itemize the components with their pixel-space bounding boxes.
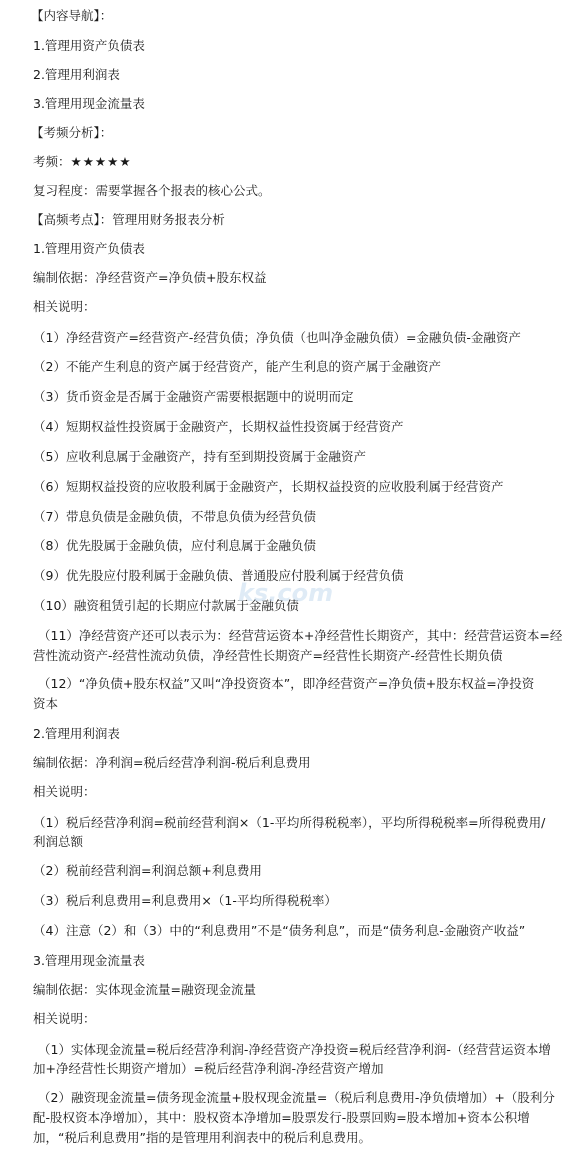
note-item-continued: 营性流动资产-经营性流动负债，净经营性长期资产=经营性长期资产-经营性长期负债 [33, 648, 503, 663]
note-item: （1）净经营资产=经营资产-经营负债；净负债（也叫净金融负债）=金融负债-金融资产 [33, 330, 521, 345]
note-item: （3）税后利息费用=利息费用×（1-平均所得税税率） [33, 893, 337, 908]
note-item: （11）净经营资产还可以表示为：经营营运资本+净经营性长期资产，其中：经营营运资本=经 [38, 628, 563, 643]
note-item: （5）应收利息属于金融资产，持有至到期投资属于金融资产 [33, 449, 366, 464]
note-item-continued: 加，“税后利息费用”指的是管理用利润表中的税后利息费用。 [33, 1130, 371, 1145]
section-3-notes-label: 相关说明： [33, 1011, 96, 1026]
review-level: 复习程度：需要掌握各个报表的核心公式。 [33, 183, 271, 198]
note-item-continued: 加+净经营性长期资产增加）=税后经营净利润-净经营资产增加 [33, 1061, 384, 1076]
note-item: （2）税前经营利润=利润总额+利息费用 [33, 863, 262, 878]
note-item: （12）“净负债+股东权益”又叫“净投资资本”，即净经营资产=净负债+股东权益=净投资 [38, 676, 535, 691]
frequency-label: 考频： [33, 154, 71, 169]
nav-item: 1.管理用资产负债表 [33, 38, 145, 53]
section-3-title: 3.管理用现金流量表 [33, 953, 145, 968]
note-item: （1）实体现金流量=税后经营净利润-净经营资产净投资=税后经营净利润-（经营营运资本增 [38, 1042, 551, 1057]
key-points-heading: 【高频考点】：管理用财务报表分析 [31, 212, 225, 227]
note-item-continued: 配-股权资本净增加），其中：股权资本净增加=股票发行-股票回购=股本增加+资本公积增 [33, 1110, 530, 1125]
nav-item: 2.管理用利润表 [33, 67, 120, 82]
note-item: （6）短期权益投资的应收股利属于金融资产，长期权益投资的应收股利属于经营资产 [33, 479, 504, 494]
note-item: （7）带息负债是金融负债，不带息负债为经营负债 [33, 509, 316, 524]
frequency-line [33, 154, 132, 170]
watermark-logo: ks.com [238, 579, 334, 607]
note-item-continued: 资本 [33, 696, 59, 711]
note-item: （3）货币资金是否属于金融资产需要根据题中的说明而定 [33, 389, 354, 404]
analysis-heading: 【考频分析】： [31, 125, 113, 140]
nav-heading: 【内容导航】： [31, 8, 113, 23]
note-item: （1）税后经营净利润=税前经营利润×（1-平均所得税税率），平均所得税税率=所得税费用/ [33, 815, 546, 830]
section-2-title: 2.管理用利润表 [33, 726, 120, 741]
note-item: （2）融资现金流量=债务现金流量+股权现金流量=（税后利息费用-净负债增加）+（股利分 [38, 1090, 555, 1105]
note-item: （4）注意（2）和（3）中的“利息费用”不是“债务利息”，而是“债务利息-金融资产收益” [33, 923, 526, 938]
note-item: （9）优先股应付股利属于金融负债、普通股应付股利属于经营负债 [33, 568, 404, 583]
nav-item: 3.管理用现金流量表 [33, 96, 145, 111]
note-item: （10）融资租赁引起的长期应付款属于金融负债 [33, 598, 299, 613]
note-item-continued: 利润总额 [33, 834, 84, 849]
note-item: （4）短期权益性投资属于金融资产，长期权益性投资属于经营资产 [33, 419, 404, 434]
section-1-notes-label: 相关说明： [33, 299, 96, 314]
section-1-title: 1.管理用资产负债表 [33, 241, 145, 256]
note-item: （8）优先股属于金融负债，应付利息属于金融负债 [33, 538, 316, 553]
section-1-basis: 编制依据：净经营资产=净负债+股东权益 [33, 270, 267, 285]
note-item: （2）不能产生利息的资产属于经营资产，能产生利息的资产属于金融资产 [33, 359, 441, 374]
section-3-basis: 编制依据：实体现金流量=融资现金流量 [33, 982, 256, 997]
star-rating: ★★★★★ [70, 154, 132, 169]
section-2-notes-label: 相关说明： [33, 784, 96, 799]
section-2-basis: 编制依据：净利润=税后经营净利润-税后利息费用 [33, 755, 311, 770]
